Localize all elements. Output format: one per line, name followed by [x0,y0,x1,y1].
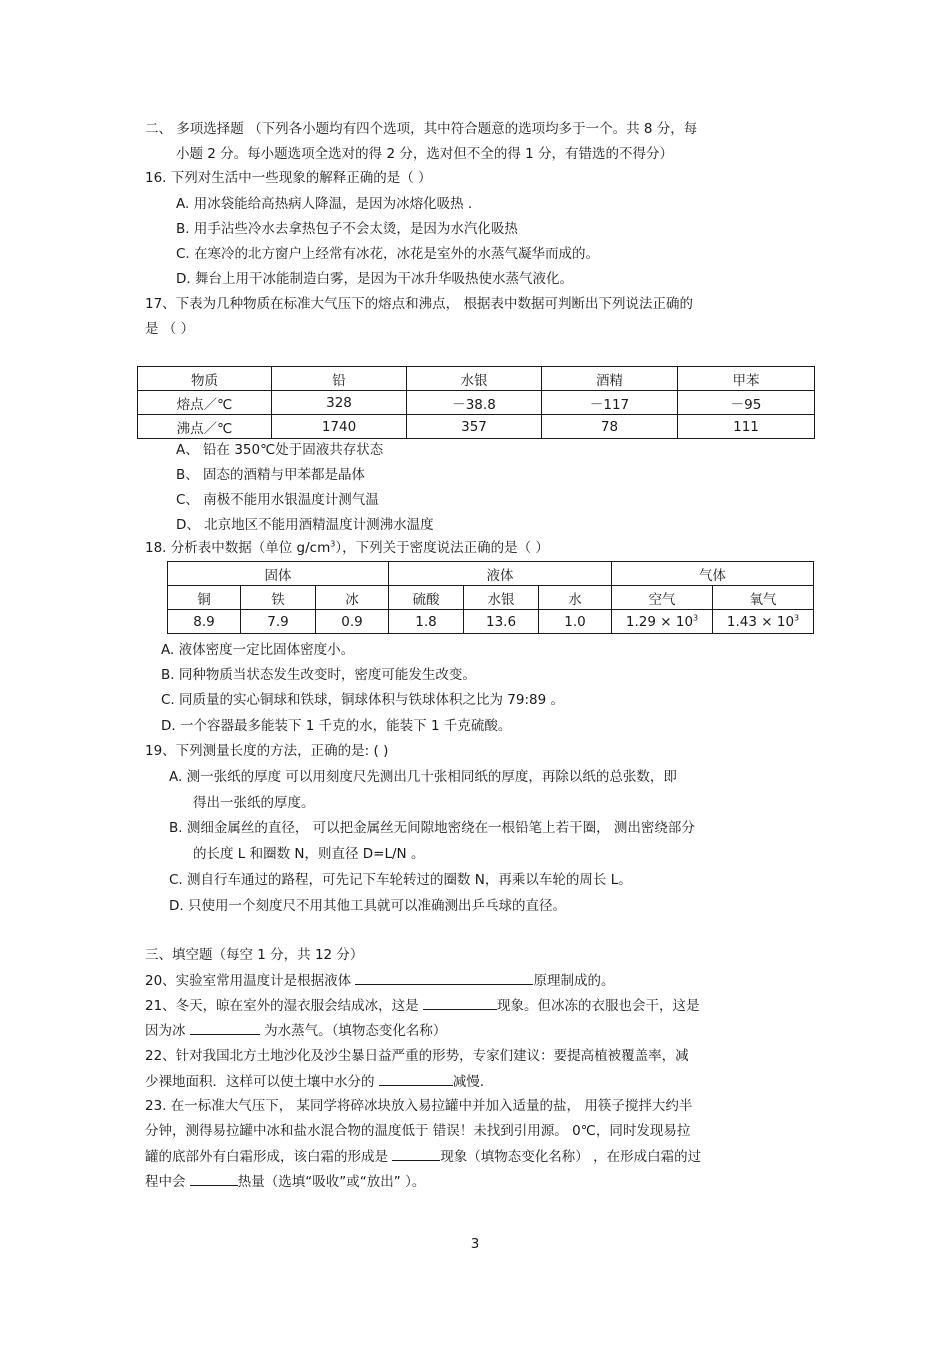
table-cell: 冰 [316,586,389,610]
table-cell: 111 [678,415,815,439]
question-19-stem: 19、下列测量长度的方法，正确的是: ( ) [145,743,389,759]
question-22-line1: 22、针对我国北方土地沙化及沙尘暴日益严重的形势，专家们建议：要提高植被覆盖率，减 [145,1048,689,1064]
exponent: 3 [794,613,800,622]
question-23-line2: 分钟，测得易拉罐中冰和盐水混合物的温度低于 错误！未找到引用源。 0℃，同时发现易拉 [145,1123,691,1139]
question-21-text-end: 现象。但冰冻的衣服也会干，这是 [496,998,700,1014]
density-table [167,561,814,634]
table-row [138,415,815,439]
question-17-stem-line2: 是 （ ） [145,321,195,337]
question-18-option-b: B. 同种物质当状态发生改变时，密度可能发生改变。 [161,667,476,683]
table-cell: 氧气 [713,586,814,610]
question-23-line1: 23. 在一标准大气压下， 某同学将碎冰块放入易拉罐中并加入适量的盐， 用筷子搅拌大约半 [145,1098,693,1114]
question-18-option-d: D. 一个容器最多能装下 1 千克的水，能装下 1 千克硫酸。 [161,718,512,734]
question-17-option-b: B、 固态的酒精与甲苯都是晶体 [176,467,366,483]
table-cell: 铜 [168,586,241,610]
question-21-line2 [145,1020,446,1041]
table-cell: 铁 [241,586,316,610]
question-18-option-a: A. 液体密度一定比固体密度小。 [161,642,355,658]
table-cell: 1.0 [539,610,612,634]
question-19-option-a-cont: 得出一张纸的厚度。 [193,795,315,811]
table-cell: 1740 [272,415,407,439]
answer-blank[interactable] [190,1171,238,1186]
table-row [138,391,815,415]
table-header-cell: 酒精 [542,367,678,391]
table-group-header: 固体 [168,562,389,586]
table-group-header: 气体 [612,562,814,586]
table-cell: 328 [272,391,407,415]
table-cell: 7.9 [241,610,316,634]
question-16-option-a: A. 用冰袋能给高热病人降温，是因为冰熔化吸热 . [176,196,473,212]
table-cell: 0.9 [316,610,389,634]
table-row [168,586,814,610]
table-cell: －95 [678,391,815,415]
answer-blank[interactable] [190,1020,260,1035]
question-17-option-d: D、 北京地区不能用酒精温度计测沸水温度 [176,517,434,533]
table-header-cell: 物质 [138,367,272,391]
answer-blank[interactable] [423,995,497,1010]
table-row [168,610,814,634]
question-20-text-end: 原理制成的。 [533,973,615,989]
question-17-stem-line1: 17、下表为几种物质在标准大气压下的熔点和沸点， 根据表中数据可判断出下列说法正确的 [145,296,693,312]
answer-blank[interactable] [379,1071,453,1086]
question-19-option-b: B. 测细金属丝的直径， 可以把金属丝无间隙地密绕在一根铅笔上若干圈， 测出密绕部分 [169,820,695,836]
table-cell: 沸点／℃ [138,415,272,439]
section3-header: 三、填空题（每空 1 分，共 12 分） [145,947,364,963]
table-cell: 硫酸 [389,586,464,610]
question-22-line2 [145,1071,484,1092]
question-19-option-c: C. 测自行车通过的路程，可先记下车轮转过的圈数 N，再乘以车轮的周长 L。 [169,872,632,888]
question-18-stem-prefix: 18. 分析表中数据（单位 g/cm [145,540,331,556]
table-cell: 78 [542,415,678,439]
question-21-line1 [145,995,699,1016]
question-17-option-a: A、 铅在 350℃处于固液共存状态 [176,442,384,458]
table-header-row [138,367,815,391]
table-cell: 1.8 [389,610,464,634]
question-23-line3 [145,1146,701,1167]
value-text: 1.29 × 10 [625,613,694,630]
question-23-text: 罐的底部外有白霜形成，该白霜的形成是 [145,1149,393,1165]
question-19-option-b-cont: 的长度 L 和圈数 N，则直径 D=L/N 。 [193,846,425,862]
table-cell [612,610,713,634]
question-16-stem: 16. 下列对生活中一些现象的解释正确的是（ ） [145,170,432,186]
question-21-text: 21、冬天，晾在室外的湿衣服会结成冰，这是 [145,998,423,1014]
question-23-text-end: 热量（选填“吸收”或“放出” ）。 [237,1174,426,1190]
question-19-option-a: A. 测一张纸的厚度 可以用刻度尺先测出几十张相同纸的厚度，再除以纸的总张数，即 [169,769,677,785]
value-text: 1.43 × 10 [726,613,795,630]
table-header-row [168,562,814,586]
table-cell: －117 [542,391,678,415]
question-19-option-d: D. 只使用一个刻度尺不用其他工具就可以准确测出乒乓球的直径。 [169,898,566,914]
question-23-text: 程中会 [145,1174,190,1190]
question-18-stem-suffix: ），下列关于密度说法正确的是（ ） [335,540,549,556]
question-22-text-end: 减慢. [452,1074,485,1090]
table-cell: 8.9 [168,610,241,634]
question-18-option-c: C. 同质量的实心铜球和铁球，铜球体积与铁球体积之比为 79:89 。 [161,692,564,708]
melting-boiling-table [137,366,815,439]
question-16-option-d: D. 舞台上用干冰能制造白雾，是因为干冰升华吸热使水蒸气液化。 [176,271,573,287]
question-16-option-c: C. 在寒冷的北方窗户上经常有冰花，冰花是室外的水蒸气凝华而成的。 [176,246,600,262]
table-header-cell: 铅 [272,367,407,391]
question-22-text: 少裸地面积．这样可以使土壤中水分的 [145,1074,379,1090]
table-cell: 13.6 [464,610,539,634]
table-cell: 熔点／℃ [138,391,272,415]
question-21-text-end: 为水蒸气。（填物态变化名称） [259,1023,447,1039]
question-23-text-end: 现象（填物态变化名称） ，在形成白霜的过 [440,1149,702,1165]
question-20 [145,970,614,991]
question-23-line4 [145,1171,425,1192]
table-cell: 水银 [464,586,539,610]
table-cell: 357 [407,415,542,439]
question-18-stem [145,538,549,558]
table-header-cell: 甲苯 [678,367,815,391]
question-17-option-c: C、 南极不能用水银温度计测气温 [176,492,379,508]
exponent: 3 [693,613,699,622]
table-header-cell: 水银 [407,367,542,391]
question-21-text: 因为冰 [145,1023,190,1039]
table-cell: 空气 [612,586,713,610]
table-cell [713,610,814,634]
table-cell: －38.8 [407,391,542,415]
question-16-option-b: B. 用手沾些冷水去拿热包子不会太烫，是因为水汽化吸热 [176,221,518,237]
question-20-text: 20、实验室常用温度计是根据液体 [145,973,356,989]
section2-header-line1: 二、 多项选择题 （下列各小题均有四个选项，其中符合题意的选项均多于一个。共 8 分，每 [145,121,698,137]
unit-exponent: 3 [330,539,336,549]
answer-blank[interactable] [392,1146,440,1161]
table-cell: 水 [539,586,612,610]
table-group-header: 液体 [389,562,612,586]
section2-header-line2: 小题 2 分。每小题选项全选对的得 2 分，选对但不全的得 1 分，有错选的不得分） [176,146,674,162]
answer-blank[interactable] [355,970,533,985]
page-number: 3 [470,1236,480,1252]
